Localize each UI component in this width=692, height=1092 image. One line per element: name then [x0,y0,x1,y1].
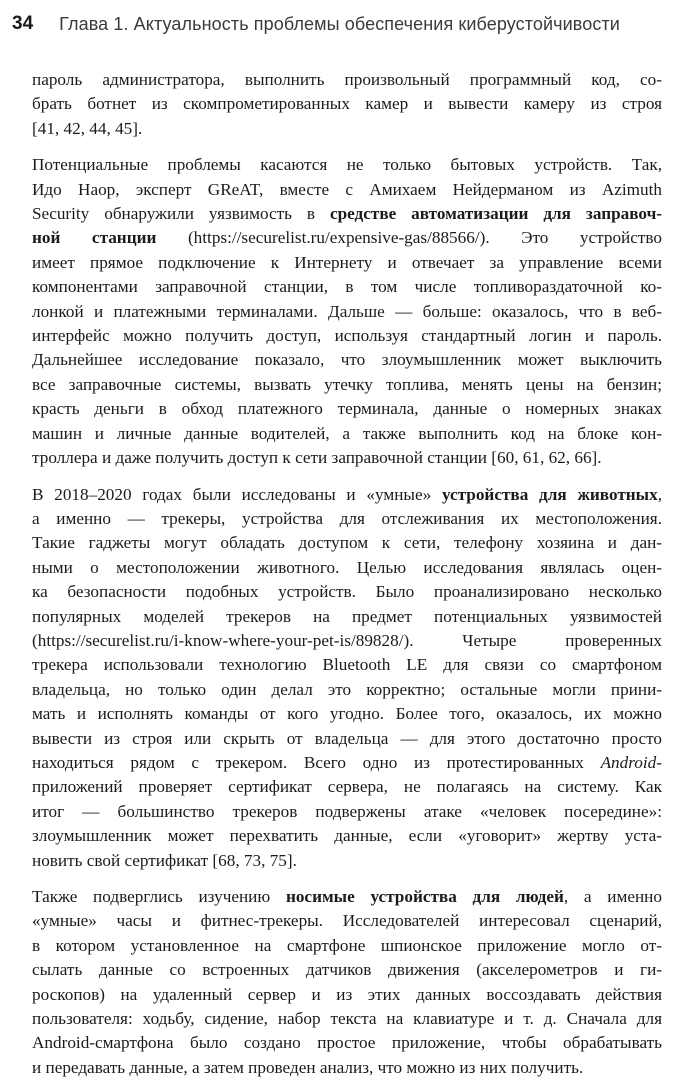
text-line [32,1007,662,1031]
text-run: пользователя: ходьбу, сидение, набор текста на клавиатуре и т. д. Сначала для [32,1009,662,1029]
text-line [32,556,662,580]
text-run: машин и личные данные водителей, а также выполнить код на блоке кон- [32,423,662,443]
text-run: интерфейс можно получить доступ, используя стандартный логин и пароль. [32,326,662,346]
text-run: в котором установленное на смартфоне шпионское приложение могло от- [32,935,662,955]
text-line [32,885,662,909]
running-head [12,8,680,40]
text-run: находиться рядом с трекером. Всего одно из протестированных [32,752,601,772]
text-run: Идо Наор, эксперт GReAT, вместе с Амихаем Нейдерманом из Azimuth [32,179,662,199]
text-run: все заправочные системы, вызвать утечку топлива, менять цены на бензин; [32,374,662,394]
text-run: ка безопасности подобных устройств. Было проанализировано несколько [32,582,662,602]
text-line [32,678,662,702]
text-line [32,507,662,531]
text-line [32,531,662,555]
text-line [32,117,662,141]
text-run: , [657,484,662,504]
text-run: Дальнейшее исследование показало, что злоумышленник может выключить [32,350,662,370]
text-run: трекера использовали технологию Bluetooth LE для связи со смартфоном [32,655,662,675]
text-run: пароль администратора, выполнить произвольный программный код, со- [32,70,662,89]
text-run: Потенциальные проблемы касаются не только бытовых устройств. Так, [32,155,662,175]
bold-term: ной станции [32,228,157,248]
text-run: лонкой и платежными терминалами. Дальше — больше: оказалось, что в веб- [32,301,662,321]
text-run: приложений проверяет сертификат сервера, не полагаясь на систему. Как [32,777,662,797]
page-number: 34 [12,13,34,34]
text-run: сылать данные со встроенных датчиков движения (акселерометров и ги- [32,960,662,980]
text-run: - [656,752,662,772]
text-line [32,483,662,507]
text-run: Security обнаружили уязвимость в [32,204,330,224]
text-line [32,824,662,848]
text-run: компонентами заправочной станции, в том числе топливораздаточной ко- [32,277,662,297]
italic-term: Android [600,752,657,772]
text-run: новить свой сертификат [68, 73, 75]. [32,850,297,870]
text-line [32,202,662,226]
text-line [32,702,662,726]
paragraph [32,483,662,874]
text-line [32,68,662,92]
text-line [32,422,662,446]
text-run: В 2018–2020 годах были исследованы и «умные» [32,484,442,504]
text-run: а именно — трекеры, устройства для отслеживания их местоположения. [32,508,662,528]
text-line [32,348,662,372]
text-run: Также подверглись изучению [32,887,286,906]
text-line [32,958,662,982]
text-run: , а именно [563,887,662,906]
text-line [32,751,662,775]
text-line [32,275,662,299]
text-line [32,446,662,470]
text-run: (https://securelist.ru/expensive-gas/88566/). Это устройство [156,228,662,248]
text-run: «умные» часы и фитнес-трекеры. Исследователей интересовал сценарий, [32,911,662,931]
text-run: Такие гаджеты могут обладать доступом к сети, телефону хозяина и дан- [32,533,662,553]
text-line [32,934,662,958]
text-run: и передавать данные, а затем проведен анализ, что можно из них получить. [32,1057,584,1077]
text-run: [41, 42, 44, 45]. [32,118,143,138]
bold-term: носимые устройства для людей [285,887,564,906]
text-line [32,1056,662,1080]
text-run: владельца, но только один делал это корректно; остальные могли прини- [32,679,662,699]
paragraph [32,885,662,1080]
text-line [32,605,662,629]
bold-term: средстве автоматизации для заправоч- [329,204,662,224]
text-run: имеет прямое подключение к Интернету и отвечает за управление всеми [32,252,662,272]
chapter-title: Глава 1. Актуальность проблемы обеспечения киберустойчивости [59,13,620,34]
text-line [32,775,662,799]
text-run: роскопов) на удаленный сервер и из этих данных воссоздавать действия [32,984,662,1004]
text-line [32,373,662,397]
text-line [32,92,662,116]
text-line [32,580,662,604]
text-run: мать и исполнять команды от кого угодно. Более того, оказалось, их можно [32,704,662,724]
text-line [32,849,662,873]
bold-term: устройства для животных [441,484,658,504]
text-line [32,300,662,324]
paragraph [32,153,662,470]
text-line [32,909,662,933]
text-line [32,178,662,202]
text-run: красть деньги в обход платежного терминала, данные о номерных знаках [32,399,662,419]
text-run: итог — большинство трекеров подвержены атаке «человек посередине»: [32,801,662,821]
text-run: ными о местоположении животного. Целью исследования являлась оцен- [32,557,662,577]
text-line [32,226,662,250]
text-run: популярных моделей трекеров на предмет потенциальных уязвимостей [32,606,662,626]
text-run: вывести из строя или скрыть от владельца — для этого достаточно просто [32,728,662,748]
body-text [32,68,662,1092]
paragraph [32,68,662,141]
text-run: (https://securelist.ru/i-know-where-your-pet-is/89828/). Четыре проверенных [32,630,662,650]
text-run: Android-смартфона было создано простое приложение, чтобы обрабатывать [32,1033,662,1053]
text-line [32,983,662,1007]
text-run: троллера и даже получить доступ к сети заправочной станции [60, 61, 62, 66]. [32,448,602,468]
text-line [32,629,662,653]
text-line [32,800,662,824]
text-line [32,251,662,275]
text-run: брать ботнет из скомпрометированных камер и вывести камеру из строя [32,94,662,114]
text-line [32,727,662,751]
text-line [32,1031,662,1055]
text-line [32,324,662,348]
text-line [32,397,662,421]
text-line [32,153,662,177]
text-line [32,653,662,677]
text-run: злоумышленник может перехватить данные, если «уговорит» жертву уста- [32,826,662,846]
